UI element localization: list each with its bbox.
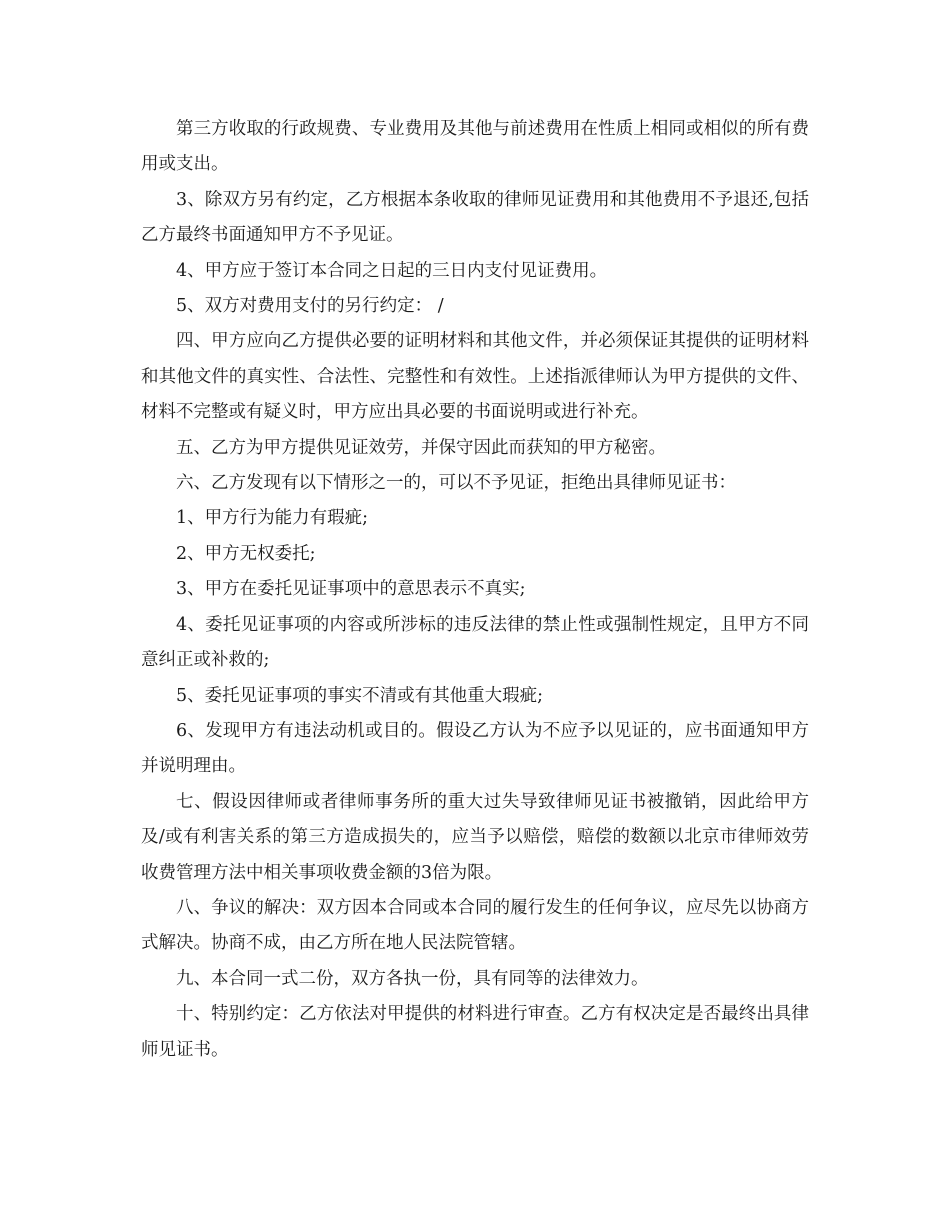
paragraph-section-6-refusal: 六、乙方发现有以下情形之一的，可以不予见证，拒绝出具律师见证书： bbox=[176, 473, 736, 494]
paragraph-clause-4-payment-deadline: 4、甲方应于签订本合同之日起的三日内支付见证费用。 bbox=[176, 260, 608, 281]
paragraph-section-5-confidentiality: 五、乙方为甲方提供见证效劳，并保守因此而获知的甲方秘密。 bbox=[176, 437, 666, 458]
paragraph-section-9-copies: 九、本合同一式二份，双方各执一份，具有同等的法律效力。 bbox=[176, 968, 649, 989]
paragraph-refusal-item-4: 4、委托见证事项的内容或所涉标的违反法律的禁止性或强制性规定，且甲方不同意纠正或补救的; bbox=[141, 614, 809, 671]
paragraph-clause-3-no-refund: 3、除双方另有约定，乙方根据本条收取的律师见证费用和其他费用不予退还,包括乙方最终书面通知甲方不予见证。 bbox=[141, 189, 809, 246]
paragraph-refusal-item-2: 2、甲方无权委托; bbox=[176, 543, 316, 564]
paragraph-section-8-disputes: 八、争议的解决：双方因本合同或本合同的履行发生的任何争议，应尽先以协商方式解决。协商不成，由乙方所在地人民法院管辖。 bbox=[141, 897, 809, 954]
contract-body bbox=[141, 112, 809, 1068]
paragraph-refusal-item-5: 5、委托见证事项的事实不清或有其他重大瑕疵; bbox=[176, 685, 544, 706]
paragraph-refusal-item-6: 6、发现甲方有违法动机或目的。假设乙方认为不应予以见证的，应书面通知甲方并说明理由。 bbox=[141, 720, 809, 777]
paragraph-fees-third-party: 第三方收取的行政规费、专业费用及其他与前述费用在性质上相同或相似的所有费用或支出。 bbox=[141, 119, 809, 175]
paragraph-section-10-special: 十、特别约定：乙方依法对甲提供的材料进行审查。乙方有权决定是否最终出具律师见证书。 bbox=[141, 1004, 809, 1060]
paragraph-refusal-item-1: 1、甲方行为能力有瑕疵; bbox=[176, 508, 369, 529]
paragraph-section-4-materials: 四、甲方应向乙方提供必要的证明材料和其他文件，并必须保证其提供的证明材料和其他文件的真实性、合法性、完整性和有效性。上述指派律师认为甲方提供的文件、材料不完整或有疑义时，甲方应出具必要的书面说明或进行补充。 bbox=[141, 331, 809, 423]
paragraph-refusal-item-3: 3、甲方在委托见证事项中的意思表示不真实; bbox=[176, 579, 526, 600]
paragraph-section-7-liability: 七、假设因律师或者律师事务所的重大过失导致律师见证书被撤销，因此给甲方及/或有利害关系的第三方造成损失的，应当予以赔偿，赔偿的数额以北京市律师效劳收费管理方法中相关事项收费金额的3倍为限。 bbox=[141, 791, 809, 883]
paragraph-clause-5-other-payment: 5、双方对费用支付的另行约定： / bbox=[176, 296, 444, 317]
